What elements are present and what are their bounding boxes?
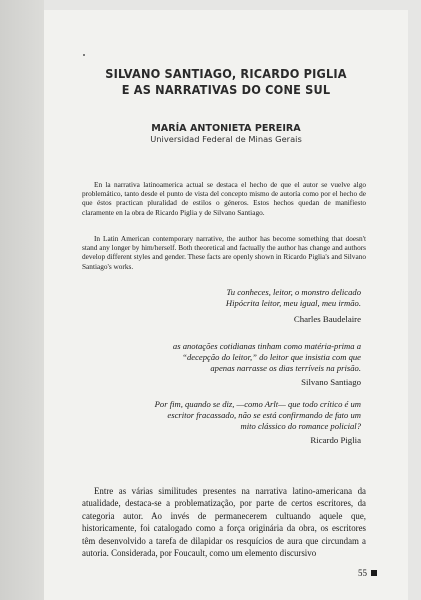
page-number-text: 55 [358,568,367,578]
epigraph-line: Por fim, quando se diz, —como Arlt— que todo crítico é um [154,399,361,409]
author-affiliation: Universidad Federal de Minas Gerais [150,134,302,144]
author-name: MARÍA ANTONIETA PEREIRA [151,123,301,134]
page-number [358,568,377,579]
end-square-icon [371,570,377,576]
epigraph-line: “decepção do leitor,” do leitor que insistia com que [182,352,361,363]
title-line-2: E AS NARRATIVAS DO CONE SUL [121,82,331,97]
body-paragraph: Entre as várias similitudes presentes na narrativa latino-americana da atualidade, destaca-se a problematização, por parte de certos escritores, da categoria autor. Ao invés de permanecerem cultuando aquele que, historicamente, foi catalogado como a força originária da obra, os escritores têm desenvolvido a tarefa de dilapidar os resquícios de aura que circundam a autoria. Considerada, por Foucault, como um elemento discursivo [82,486,366,559]
epigraph-line: apenas narrasse os dias terríveis na prisão. [210,363,361,374]
epigraph-baudelaire [101,287,361,309]
title-line-1: SILVANO SANTIAGO, RICARDO PIGLIA [105,66,347,81]
epigraph-line: mito clássico do romance policial? [240,421,361,432]
epigraph-line: Tu conheces, leitor, o monstro delicado [226,287,361,297]
abstract-spanish: En la narrativa latinoamerica actual se destaca el hecho de que el autor se vuelve algo problemático, tanto desde el punto de vista del concepto mismo de autoría como por el hecho de que éstos practican pluralidad de estilos o géneros. Estos hechos quedan de manifiesto claramente en la obra de Ricardo Piglia y de Silvano Santiago. [82,180,366,217]
epigraph-source-santiago: Silvano Santiago [301,377,361,387]
epigraph-piglia [101,399,361,433]
scan-margin [0,0,44,600]
epigraph-source-piglia: Ricardo Piglia [310,435,361,445]
scan-speck [83,54,85,56]
epigraph-santiago [101,341,361,375]
article-title [62,66,390,98]
epigraph-line: Hipócrita leitor, meu igual, meu irmão. [225,298,361,309]
epigraph-line: escritor fracassado, não se está confirmando de fato um [167,410,361,421]
epigraph-source-baudelaire: Charles Baudelaire [293,314,361,324]
abstract-english: In Latin American contemporary narrative, the author has become something that doesn't stand any longer by him/herself. Both theoretical and factually the author has change and authors develop different styles and gender. These facts are openly shown in Ricardo Piglia's and Silvano Santiago's works. [82,234,366,271]
epigraph-line: as anotações cotidianas tinham como matéria-prima a [172,341,361,351]
